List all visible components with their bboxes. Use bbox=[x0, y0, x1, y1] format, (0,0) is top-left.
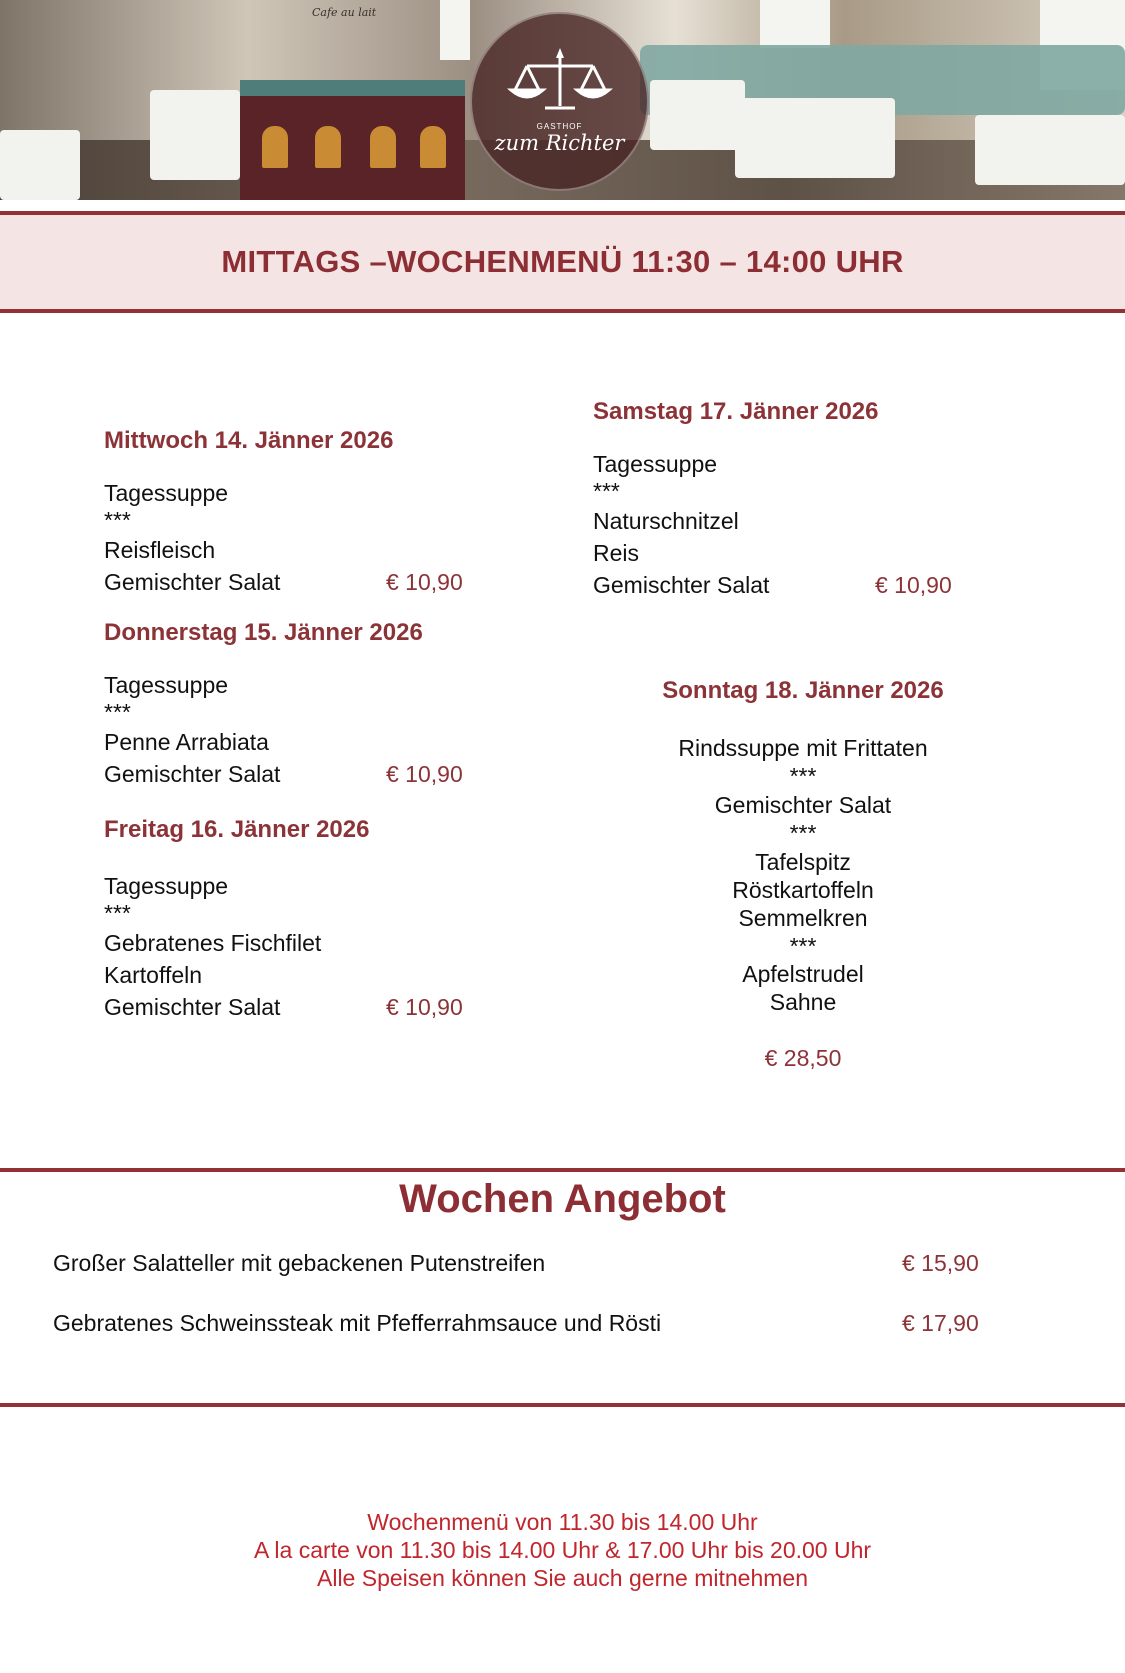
day-heading-freitag: Freitag 16. Jänner 2026 bbox=[104, 816, 370, 843]
menu-separator: *** bbox=[593, 478, 620, 504]
menu-line: Tagessuppe bbox=[104, 480, 229, 506]
divider bbox=[0, 1168, 1125, 1172]
offer-item-price: € 17,90 bbox=[902, 1310, 979, 1336]
menu-line: Naturschnitzel bbox=[593, 508, 739, 534]
footer-line: A la carte von 11.30 bis 14.00 Uhr & 17.00 Uhr bis 20.00 Uhr bbox=[253, 1537, 872, 1563]
logo-name: zum Richter bbox=[494, 131, 625, 155]
menu-separator: *** bbox=[104, 699, 131, 725]
menu-line: Gemischter Salat bbox=[714, 792, 892, 818]
footer-line: Alle Speisen können Sie auch gerne mitnehmen bbox=[317, 1565, 808, 1591]
menu-line: Reis bbox=[593, 540, 640, 566]
offer-item-price: € 15,90 bbox=[902, 1250, 979, 1276]
menu-line: Tagessuppe bbox=[104, 873, 229, 899]
menu-line: Gemischter Salat bbox=[593, 572, 770, 598]
menu-line: Tagessuppe bbox=[104, 672, 229, 698]
menu-line: Penne Arrabiata bbox=[104, 729, 269, 755]
menu-line: Gebratenes Fischfilet bbox=[104, 930, 322, 956]
menu-line: Tagessuppe bbox=[593, 451, 718, 477]
menu-line: Apfelstrudel bbox=[742, 961, 864, 987]
day-heading-samstag: Samstag 17. Jänner 2026 bbox=[593, 398, 879, 425]
menu-line: Gemischter Salat bbox=[104, 761, 281, 787]
price-mittwoch: € 10,90 bbox=[386, 569, 463, 595]
menu-line: Gemischter Salat bbox=[104, 569, 281, 595]
title-band bbox=[0, 211, 1125, 313]
scales-of-justice-icon bbox=[505, 48, 615, 118]
cafe-sign: Cafe au lait bbox=[312, 6, 377, 19]
footer-line: Wochenmenü von 11.30 bis 14.00 Uhr bbox=[367, 1509, 758, 1535]
page-title: MITTAGS –WOCHENMENÜ 11:30 – 14:00 UHR bbox=[221, 244, 904, 279]
header-photo bbox=[0, 0, 1125, 200]
menu-line: Semmelkren bbox=[738, 905, 868, 931]
day-heading-donnerstag: Donnerstag 15. Jänner 2026 bbox=[104, 619, 423, 646]
price-samstag: € 10,90 bbox=[875, 572, 952, 598]
menu-line: Röstkartoffeln bbox=[732, 877, 874, 903]
menu-separator: *** bbox=[789, 820, 817, 846]
menu-separator: *** bbox=[789, 933, 817, 959]
price-donnerstag: € 10,90 bbox=[386, 761, 463, 787]
menu-line: Reisfleisch bbox=[104, 537, 216, 563]
menu-line: Tafelspitz bbox=[755, 849, 851, 875]
day-heading-mittwoch: Mittwoch 14. Jänner 2026 bbox=[104, 427, 394, 454]
day-heading-sonntag: Sonntag 18. Jänner 2026 bbox=[662, 677, 944, 704]
menu-line: Rindssuppe mit Frittaten bbox=[678, 735, 928, 761]
menu-separator: *** bbox=[789, 763, 817, 789]
logo-subtitle: GASTHOF bbox=[536, 122, 583, 131]
menu-line: Gemischter Salat bbox=[104, 994, 281, 1020]
restaurant-logo bbox=[470, 12, 649, 191]
menu-line: Sahne bbox=[769, 989, 837, 1015]
divider bbox=[0, 1403, 1125, 1407]
offer-item-name: Gebratenes Schweinssteak mit Pfefferrahmsauce und Rösti bbox=[53, 1310, 662, 1336]
price-sonntag: € 28,50 bbox=[764, 1045, 842, 1071]
menu-separator: *** bbox=[104, 507, 131, 533]
wochen-angebot-title: Wochen Angebot bbox=[399, 1177, 726, 1221]
offer-item-name: Großer Salatteller mit gebackenen Putenstreifen bbox=[53, 1250, 546, 1276]
menu-line: Kartoffeln bbox=[104, 962, 203, 988]
price-freitag: € 10,90 bbox=[386, 994, 463, 1020]
menu-separator: *** bbox=[104, 900, 131, 926]
